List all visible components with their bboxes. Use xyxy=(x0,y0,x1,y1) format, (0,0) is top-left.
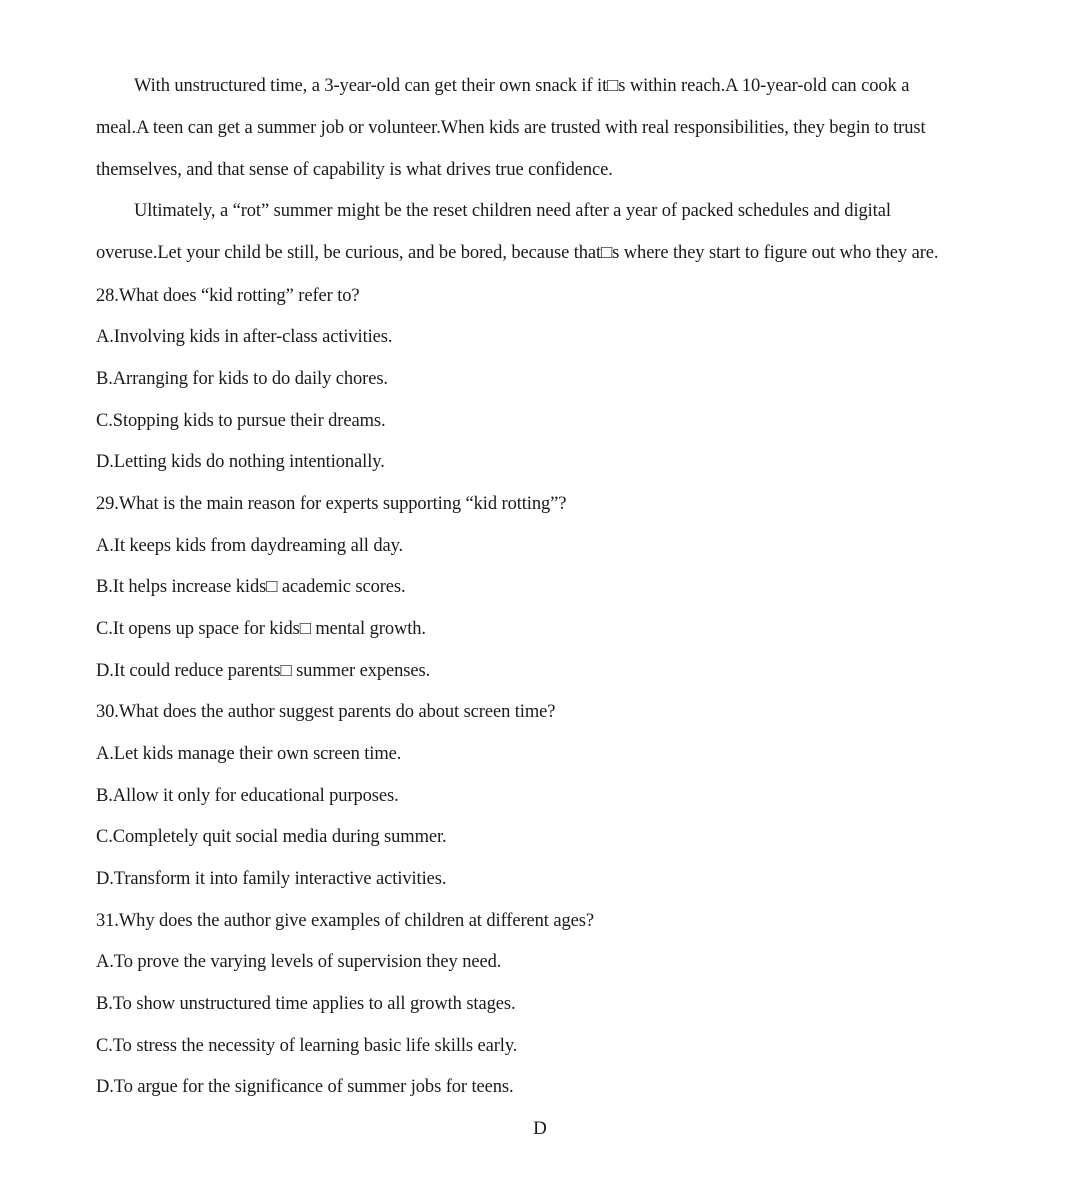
question-29-option-a: A.It keeps kids from daydreaming all day. xyxy=(96,536,404,556)
question-30-option-b: B.Allow it only for educational purposes. xyxy=(96,786,399,806)
question-29-option-d: D.It could reduce parents□ summer expenses. xyxy=(96,661,431,681)
question-28-option-a: A.Involving kids in after-class activities. xyxy=(96,327,393,347)
question-29-option-b: B.It helps increase kids□ academic scores. xyxy=(96,577,406,597)
question-30-stem: 30.What does the author suggest parents do about screen time? xyxy=(96,702,556,722)
passage-p2-line-1: Ultimately, a “rot” summer might be the reset children need after a year of packed schedules and digital xyxy=(134,201,891,221)
passage-p1-line-2: meal.A teen can get a summer job or volunteer.When kids are trusted with real responsibilities, they begin to trust xyxy=(96,118,926,138)
question-30-option-c: C.Completely quit social media during summer. xyxy=(96,827,447,847)
passage-p1-line-1: With unstructured time, a 3-year-old can get their own snack if it□s within reach.A 10-year-old can cook a xyxy=(134,76,910,96)
question-31-stem: 31.Why does the author give examples of children at different ages? xyxy=(96,911,594,931)
question-30-option-d: D.Transform it into family interactive activities. xyxy=(96,869,447,889)
question-28-option-c: C.Stopping kids to pursue their dreams. xyxy=(96,411,386,431)
question-29-stem: 29.What is the main reason for experts supporting “kid rotting”? xyxy=(96,494,567,514)
question-31-option-d: D.To argue for the significance of summer jobs for teens. xyxy=(96,1077,514,1097)
question-31-option-a: A.To prove the varying levels of supervision they need. xyxy=(96,952,502,972)
question-30-option-a: A.Let kids manage their own screen time. xyxy=(96,744,402,764)
passage-p1-line-3: themselves, and that sense of capability is what drives true confidence. xyxy=(96,160,613,180)
question-29-option-c: C.It opens up space for kids□ mental growth. xyxy=(96,619,426,639)
question-28-option-d: D.Letting kids do nothing intentionally. xyxy=(96,452,385,472)
passage-p2-line-2: overuse.Let your child be still, be curious, and be bored, because that□s where they start to figure out who they are. xyxy=(96,243,939,263)
question-31-option-c: C.To stress the necessity of learning basic life skills early. xyxy=(96,1036,518,1056)
question-28-option-b: B.Arranging for kids to do daily chores. xyxy=(96,369,388,389)
question-31-option-b: B.To show unstructured time applies to all growth stages. xyxy=(96,994,516,1014)
question-28-stem: 28.What does “kid rotting” refer to? xyxy=(96,286,360,306)
section-heading-d: D xyxy=(533,1118,547,1139)
